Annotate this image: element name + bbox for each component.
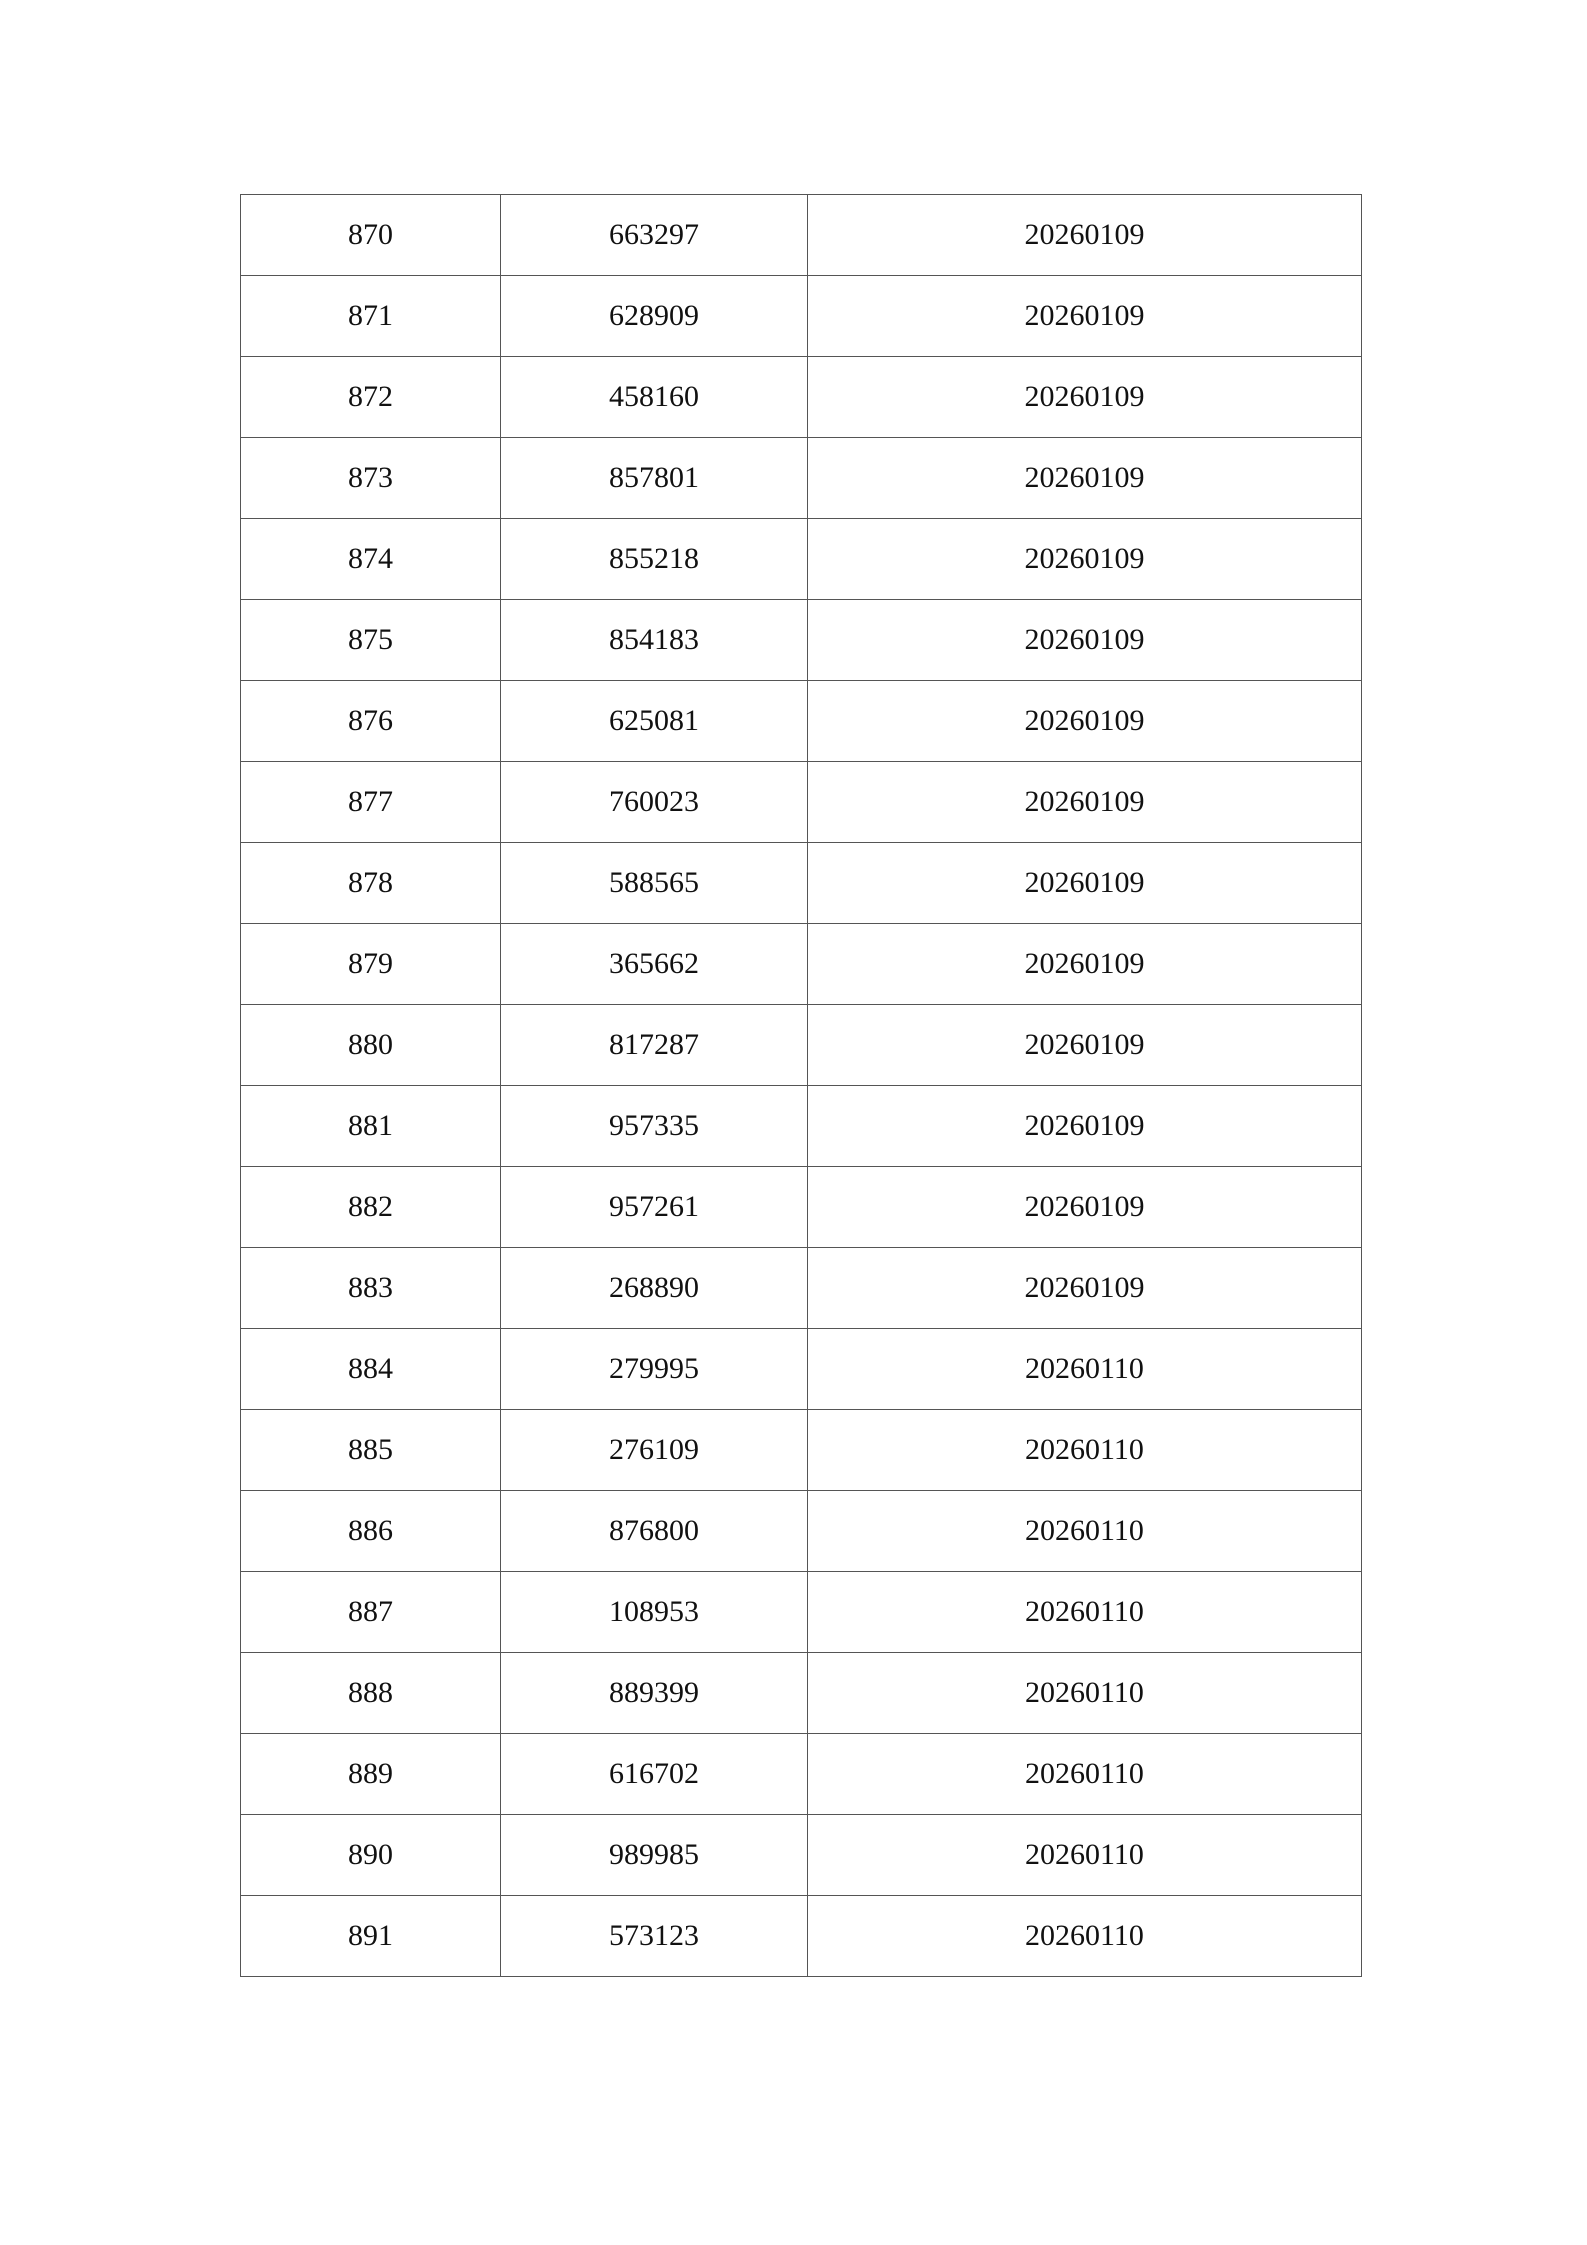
date-cell: 20260109 [808,519,1362,600]
row-number-cell: 879 [241,924,501,1005]
code-cell: 268890 [501,1248,808,1329]
table-body [241,195,1362,1977]
row-number-cell: 875 [241,600,501,681]
table-row [241,681,1362,762]
row-number-cell: 874 [241,519,501,600]
code-cell: 854183 [501,600,808,681]
date-cell: 20260109 [808,600,1362,681]
date-cell: 20260110 [808,1410,1362,1491]
table-row [241,519,1362,600]
row-number-cell: 877 [241,762,501,843]
row-number-cell: 878 [241,843,501,924]
date-cell: 20260109 [808,924,1362,1005]
data-table [240,194,1362,1977]
row-number-cell: 870 [241,195,501,276]
code-cell: 760023 [501,762,808,843]
code-cell: 628909 [501,276,808,357]
code-cell: 817287 [501,1005,808,1086]
row-number-cell: 891 [241,1896,501,1977]
table-row [241,600,1362,681]
date-cell: 20260109 [808,681,1362,762]
row-number-cell: 890 [241,1815,501,1896]
date-cell: 20260109 [808,1167,1362,1248]
row-number-cell: 885 [241,1410,501,1491]
table-row [241,1005,1362,1086]
table-row [241,1086,1362,1167]
row-number-cell: 882 [241,1167,501,1248]
date-cell: 20260110 [808,1329,1362,1410]
table-row [241,195,1362,276]
date-cell: 20260109 [808,357,1362,438]
date-cell: 20260109 [808,762,1362,843]
date-cell: 20260109 [808,1005,1362,1086]
date-cell: 20260109 [808,1248,1362,1329]
code-cell: 857801 [501,438,808,519]
row-number-cell: 887 [241,1572,501,1653]
row-number-cell: 872 [241,357,501,438]
date-cell: 20260109 [808,1086,1362,1167]
table-row [241,1491,1362,1572]
table-row [241,1410,1362,1491]
table-row [241,1329,1362,1410]
date-cell: 20260110 [808,1653,1362,1734]
date-cell: 20260110 [808,1572,1362,1653]
row-number-cell: 873 [241,438,501,519]
code-cell: 458160 [501,357,808,438]
row-number-cell: 871 [241,276,501,357]
code-cell: 108953 [501,1572,808,1653]
row-number-cell: 889 [241,1734,501,1815]
code-cell: 276109 [501,1410,808,1491]
table-row [241,843,1362,924]
date-cell: 20260109 [808,843,1362,924]
row-number-cell: 886 [241,1491,501,1572]
table-row [241,1896,1362,1977]
code-cell: 573123 [501,1896,808,1977]
date-cell: 20260110 [808,1815,1362,1896]
table-row [241,438,1362,519]
code-cell: 625081 [501,681,808,762]
table-row [241,1734,1362,1815]
code-cell: 957261 [501,1167,808,1248]
table-row [241,1572,1362,1653]
code-cell: 365662 [501,924,808,1005]
table-row [241,1167,1362,1248]
code-cell: 957335 [501,1086,808,1167]
row-number-cell: 884 [241,1329,501,1410]
code-cell: 588565 [501,843,808,924]
row-number-cell: 883 [241,1248,501,1329]
date-cell: 20260110 [808,1734,1362,1815]
table-row [241,1653,1362,1734]
row-number-cell: 876 [241,681,501,762]
code-cell: 279995 [501,1329,808,1410]
table-row [241,924,1362,1005]
code-cell: 616702 [501,1734,808,1815]
code-cell: 876800 [501,1491,808,1572]
row-number-cell: 888 [241,1653,501,1734]
date-cell: 20260110 [808,1491,1362,1572]
table-row [241,1815,1362,1896]
date-cell: 20260109 [808,276,1362,357]
table-row [241,1248,1362,1329]
table-row [241,276,1362,357]
row-number-cell: 881 [241,1086,501,1167]
table-row [241,762,1362,843]
code-cell: 889399 [501,1653,808,1734]
date-cell: 20260109 [808,195,1362,276]
row-number-cell: 880 [241,1005,501,1086]
date-cell: 20260110 [808,1896,1362,1977]
code-cell: 663297 [501,195,808,276]
code-cell: 855218 [501,519,808,600]
date-cell: 20260109 [808,438,1362,519]
table-row [241,357,1362,438]
code-cell: 989985 [501,1815,808,1896]
